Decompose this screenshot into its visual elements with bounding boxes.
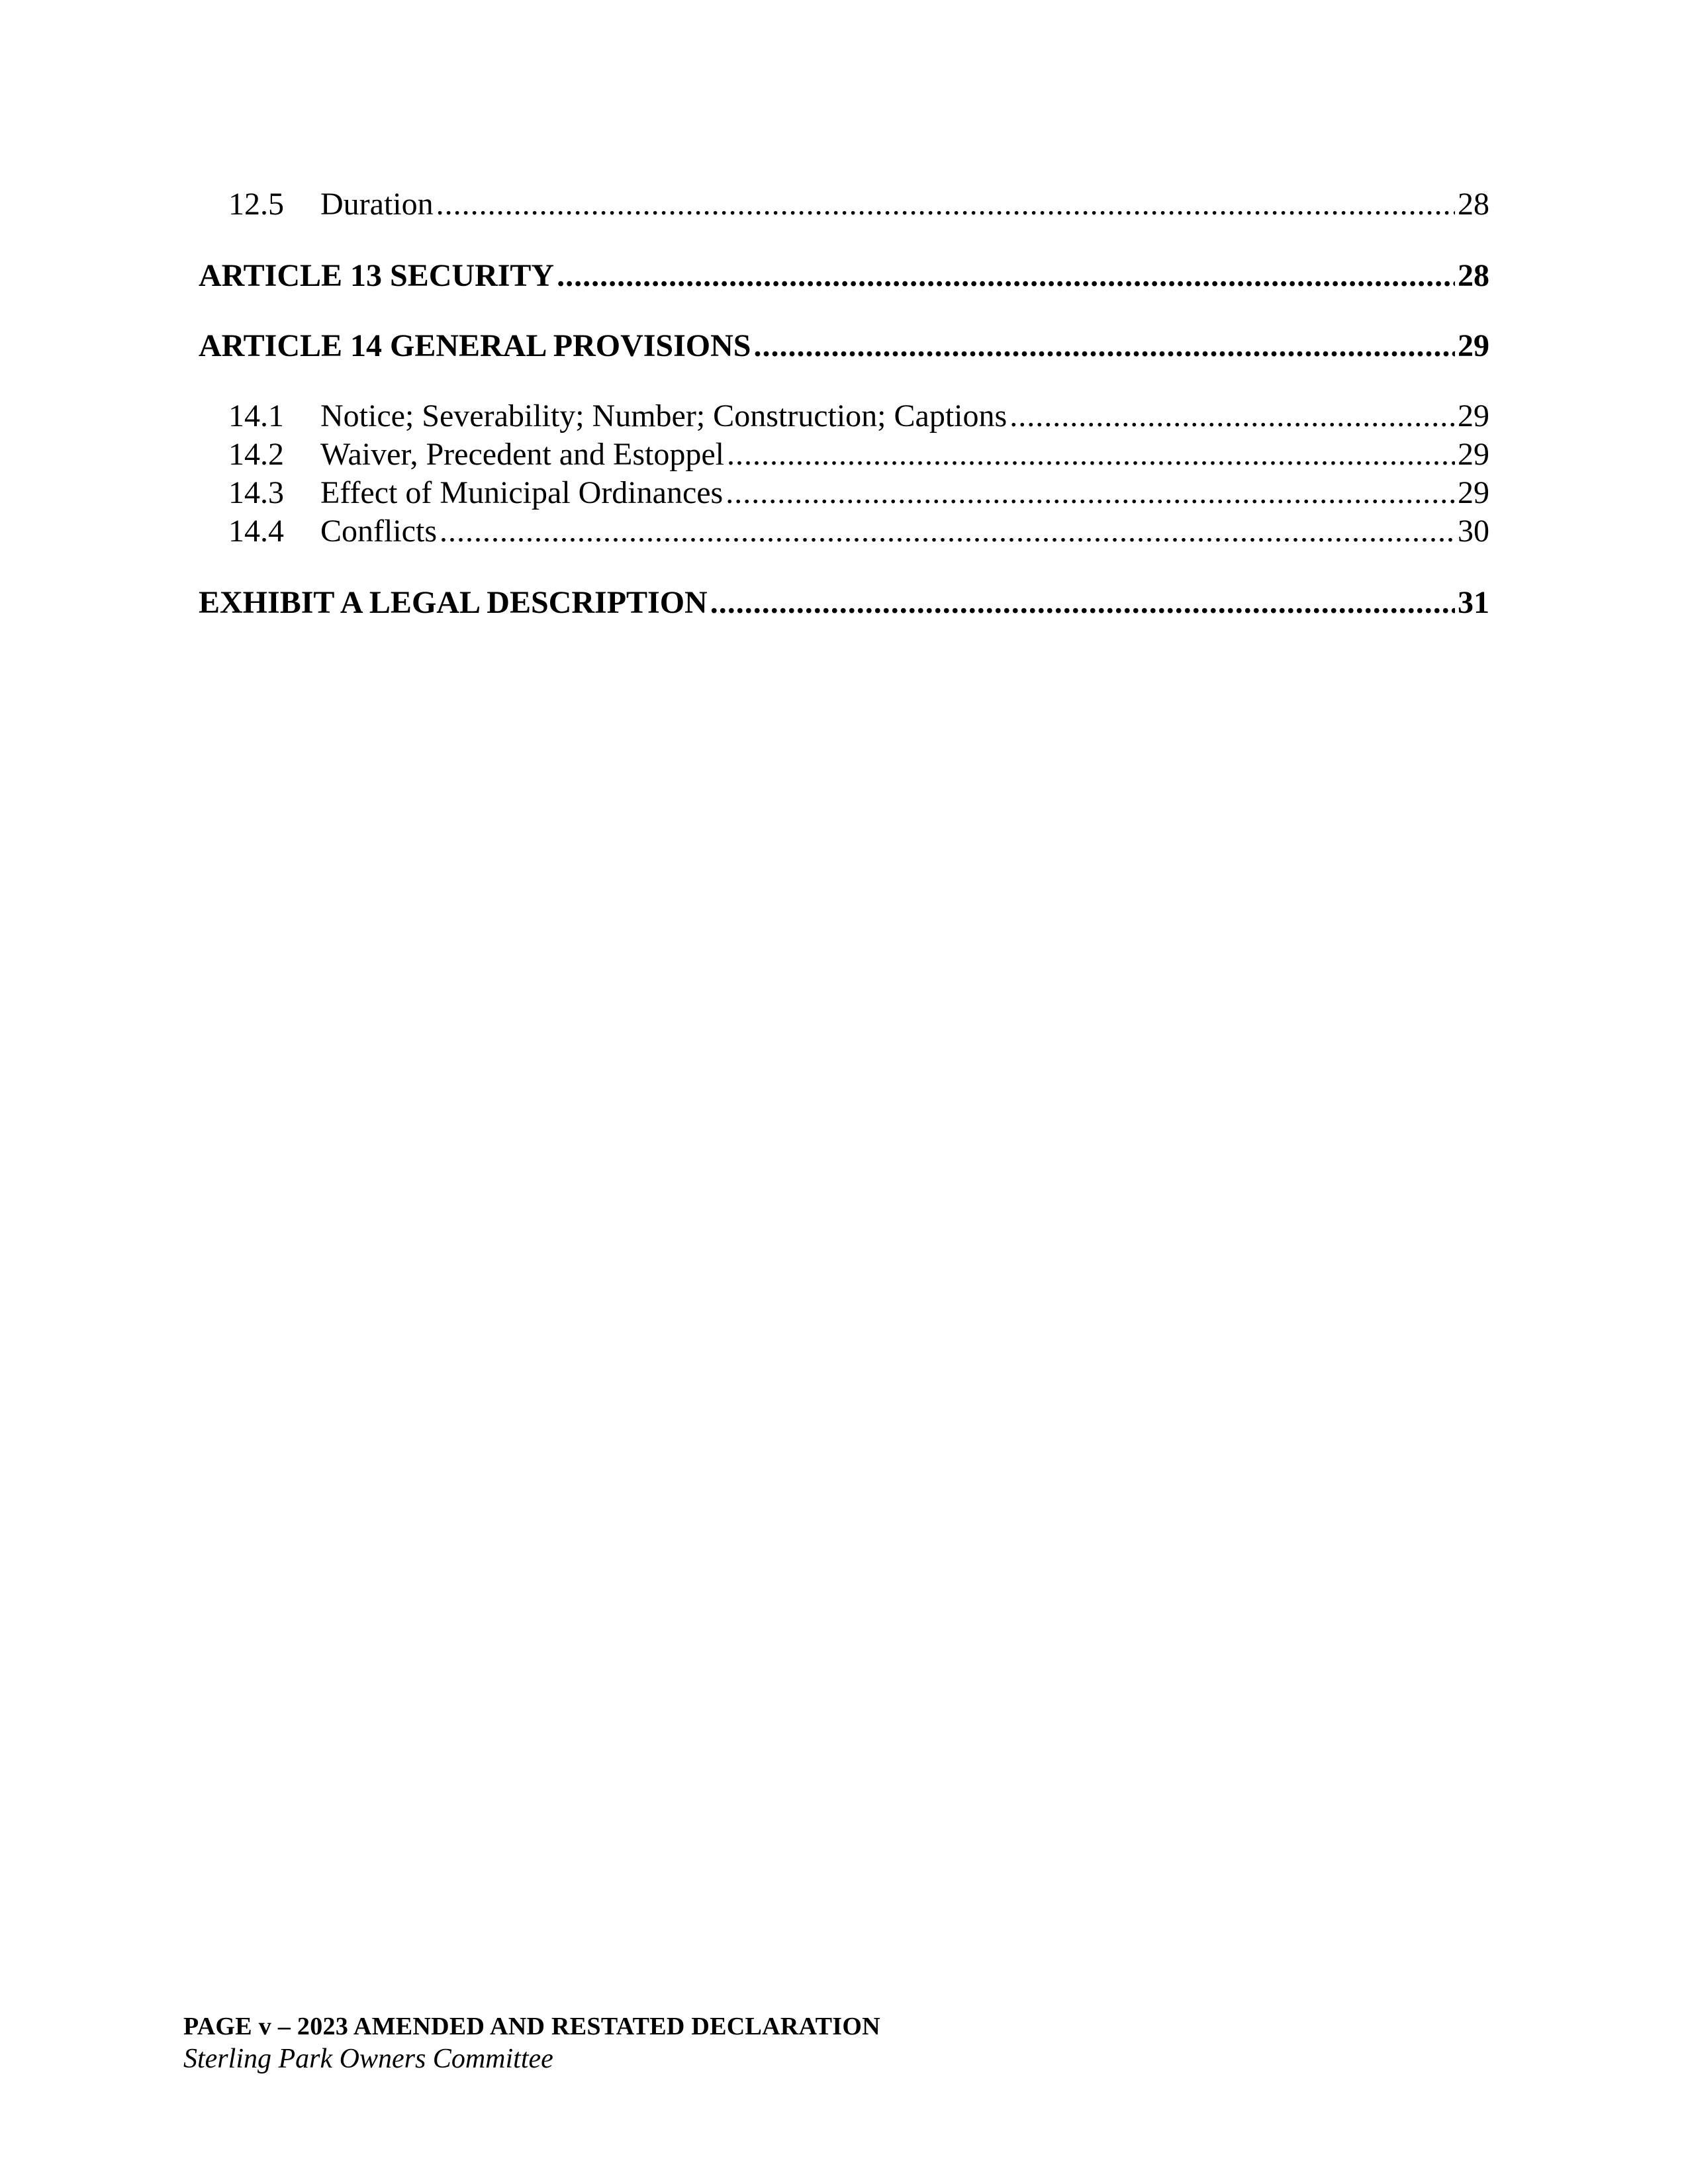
footer-title: PAGE v – 2023 AMENDED AND RESTATED DECLARATION xyxy=(183,2013,880,2040)
dot-leader xyxy=(1009,397,1455,435)
toc-article-title: ARTICLE 13 SECURITY xyxy=(199,258,555,293)
footer-subtitle: Sterling Park Owners Committee xyxy=(183,2044,553,2074)
toc-entry-number: 14.2 xyxy=(228,437,284,472)
page-footer xyxy=(183,2011,1441,2075)
toc-entry-page: 30 xyxy=(1458,514,1489,549)
dot-leader xyxy=(557,257,1455,295)
toc-article-page: 28 xyxy=(1458,258,1489,293)
toc-article-14[interactable] xyxy=(199,327,1489,365)
toc-entry-14-4[interactable] xyxy=(199,512,1489,551)
dot-leader xyxy=(436,185,1455,224)
toc-exhibit-a[interactable] xyxy=(199,584,1489,622)
toc-article-13[interactable] xyxy=(199,257,1489,295)
toc-entry-title: Waiver, Precedent and Estoppel xyxy=(320,437,724,472)
toc-entry-number: 14.1 xyxy=(228,398,284,433)
dot-leader xyxy=(727,435,1455,474)
toc-entry-12-5[interactable] xyxy=(199,185,1489,224)
toc-entry-number: 14.4 xyxy=(228,514,284,549)
table-of-contents xyxy=(199,185,1489,622)
toc-entry-14-1[interactable] xyxy=(199,397,1489,435)
toc-entry-title: Notice; Severability; Number; Construction; Captions xyxy=(320,398,1008,433)
dot-leader xyxy=(726,474,1455,512)
toc-entry-page: 28 xyxy=(1458,187,1489,222)
dot-leader xyxy=(710,584,1455,622)
toc-entry-page: 29 xyxy=(1458,475,1489,510)
toc-entry-page: 29 xyxy=(1458,398,1489,433)
toc-entry-number: 12.5 xyxy=(228,187,284,222)
toc-article-page: 31 xyxy=(1458,585,1489,620)
toc-entry-title: Duration xyxy=(320,187,434,222)
toc-entry-title: Conflicts xyxy=(320,514,437,549)
toc-article-page: 29 xyxy=(1458,328,1489,363)
toc-entry-14-2[interactable] xyxy=(199,435,1489,474)
toc-entry-title: Effect of Municipal Ordinances xyxy=(320,475,724,510)
dot-leader xyxy=(440,512,1455,551)
toc-article-title: EXHIBIT A LEGAL DESCRIPTION xyxy=(199,585,708,620)
toc-entry-14-3[interactable] xyxy=(199,474,1489,512)
toc-entry-number: 14.3 xyxy=(228,475,284,510)
toc-entry-page: 29 xyxy=(1458,437,1489,472)
dot-leader xyxy=(754,327,1456,365)
toc-article-title: ARTICLE 14 GENERAL PROVISIONS xyxy=(199,328,751,363)
